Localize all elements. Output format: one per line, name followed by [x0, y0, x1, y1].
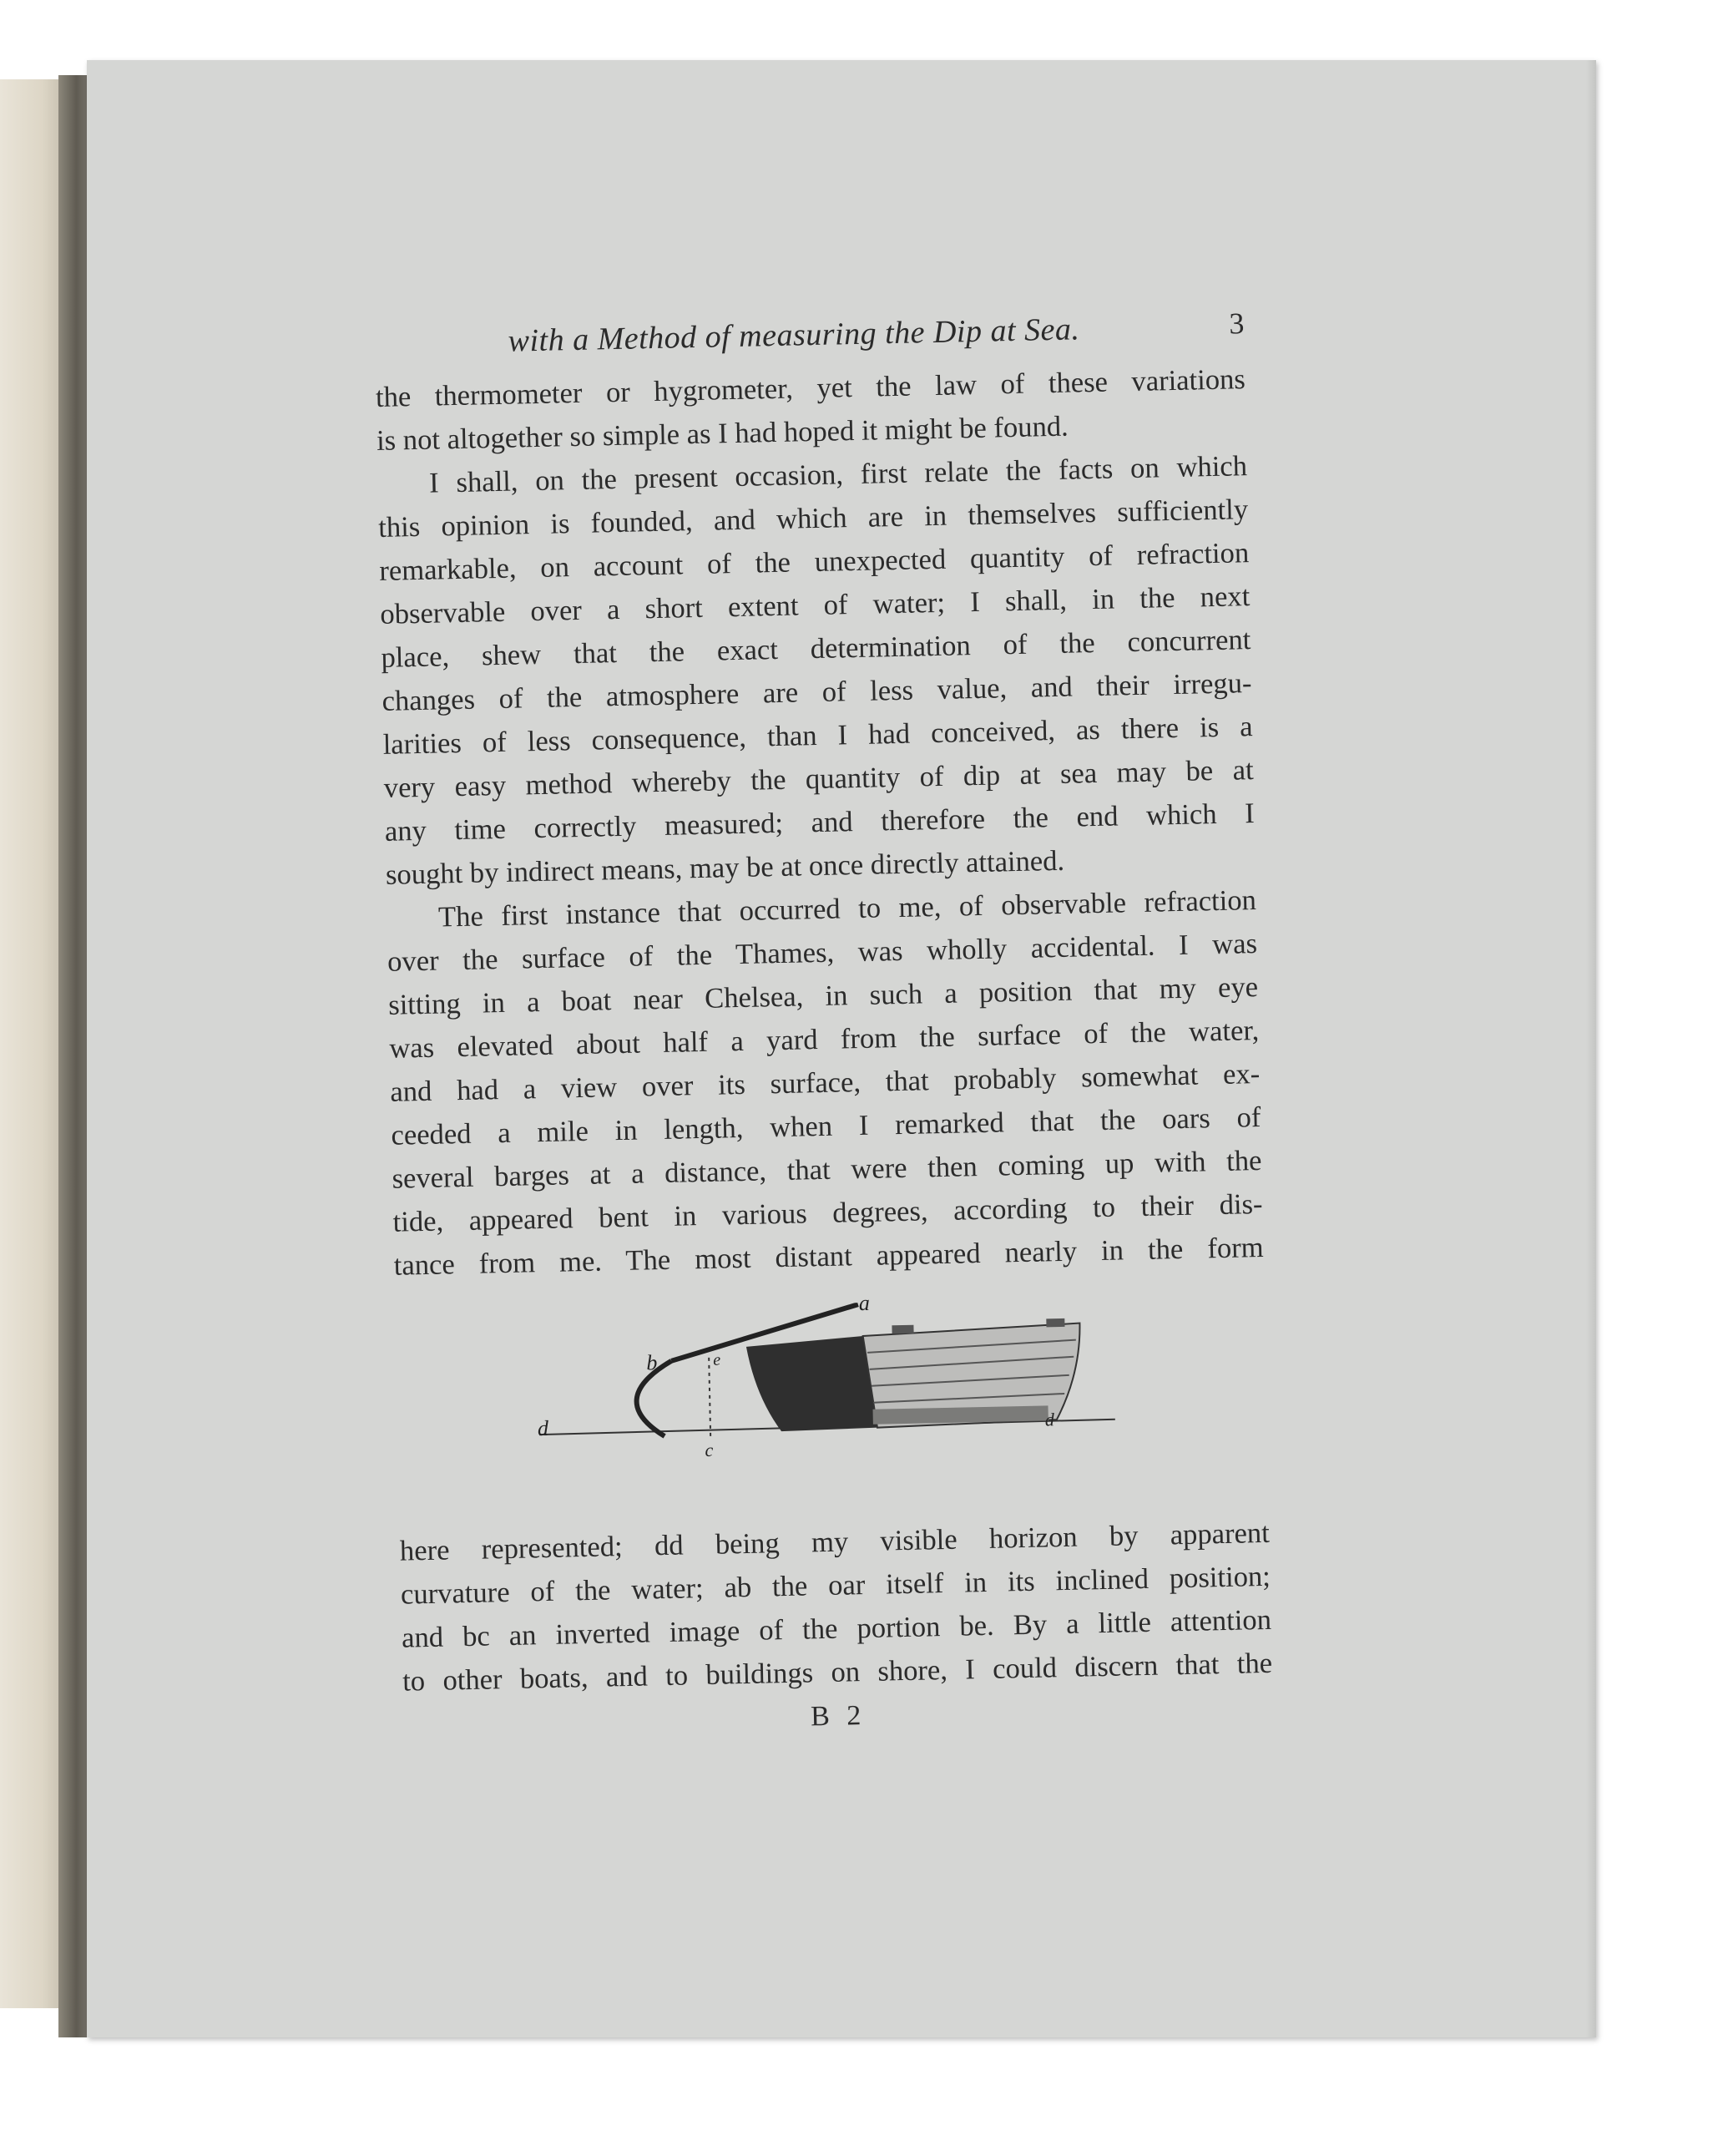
label-e: e	[713, 1350, 721, 1369]
page-number: 3	[1228, 306, 1245, 341]
paragraph-3	[387, 878, 1265, 1288]
label-b: b	[645, 1350, 658, 1375]
paragraph-4	[399, 1511, 1272, 1703]
text-line: curvature of the water; ab the oar itself in its inclined position;	[400, 1560, 1271, 1611]
text-line: sitting in a boat near Chelsea, in such a position that my eye	[387, 971, 1259, 1021]
text-line: The first instance that occurred to me, of observable refraction	[437, 884, 1257, 934]
text-line: tance from me. The most distant appeared nearly in the form	[393, 1231, 1264, 1282]
text-line: this opinion is founded, and which are in themselves sufficiently	[377, 493, 1249, 544]
text-line: was elevated about half a yard from the surface of the water,	[388, 1014, 1260, 1065]
text-line: tide, appeared bent in various degrees, according to their dis-	[392, 1187, 1263, 1238]
label-a: a	[858, 1290, 871, 1316]
gutter-shadow	[58, 75, 88, 2037]
boat-dark-hull	[746, 1336, 877, 1432]
rowlock	[892, 1325, 913, 1334]
text-line: I shall, on the present occasion, first relate the facts on which	[428, 450, 1248, 499]
label-d-left: d	[537, 1415, 549, 1441]
text-line: ceeded a mile in length, when I remarked that the oars of	[391, 1101, 1261, 1151]
running-head-title: with a Method of measuring the Dip at Sea.	[508, 311, 1080, 359]
text-line: changes of the atmosphere are of less value, and their irregu-	[381, 667, 1252, 717]
text-line: larities of less consequence, than I had conceived, as there is a	[382, 711, 1253, 761]
text-line: is not altogether so simple as I had hoped it might be found.	[376, 410, 1069, 457]
text-line: very easy method whereby the quantity of dip at sea may be at	[383, 754, 1254, 804]
text-line: here represented; dd being my visible horizon by apparent	[399, 1516, 1271, 1567]
text-line: over the surface of the Thames, was wholly accidental. I was	[387, 928, 1258, 978]
text-line: and had a view over its surface, that probably somewhat ex-	[390, 1057, 1261, 1108]
text-line: place, shew that the exact determination of the concurrent	[381, 624, 1251, 674]
dotted-line	[709, 1358, 710, 1440]
paragraph-2	[377, 444, 1256, 897]
page-text-block	[374, 299, 1273, 1741]
text-line: remarkable, on account of the unexpected quantity of refraction	[378, 537, 1250, 587]
text-line: and bc an inverted image of the portion be. By a little attention	[401, 1603, 1272, 1654]
label-c: c	[705, 1439, 714, 1460]
label-d-right: d	[1044, 1409, 1055, 1430]
rowlock	[1046, 1318, 1064, 1327]
signature-mark: B 2	[810, 1700, 867, 1733]
text-line: the thermometer or hygrometer, yet the law of these variations	[375, 363, 1246, 413]
page-edge	[1586, 60, 1596, 2037]
boat-engraving	[395, 1294, 1268, 1496]
text-line: any time correctly measured; and therefore the end which I	[384, 797, 1256, 848]
text-line: sought by indirect means, may be at once directly attained.	[385, 844, 1065, 891]
text-line: observable over a short extent of water; I shall, in the next	[380, 580, 1251, 630]
text-line: several barges at a distance, that were then coming up with the	[392, 1144, 1262, 1195]
oar-refraction-figure	[395, 1290, 1268, 1496]
text-line: to other boats, and to buildings on shore, I could discern that the	[402, 1647, 1273, 1698]
